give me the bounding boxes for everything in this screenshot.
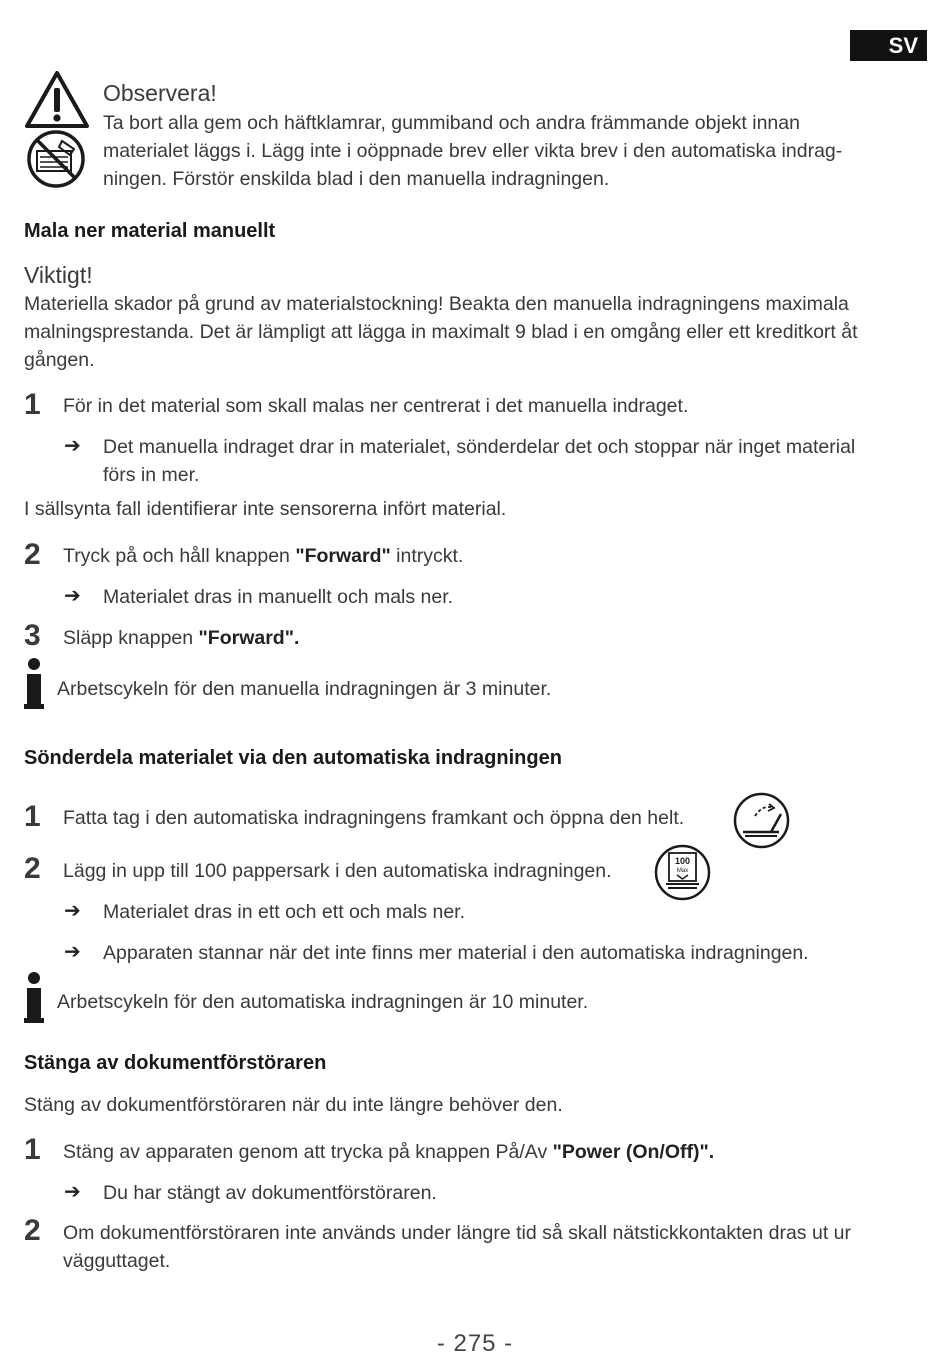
off-step1-result: Du har stängt av dokumentförstöraren. xyxy=(103,1182,437,1204)
result-line: Det manuella indraget drar in materialet, sönderdelar det och stoppar när inget material xyxy=(103,436,856,458)
step-number: 1 xyxy=(24,388,41,421)
arrow-right-icon: ➔ xyxy=(64,1181,81,1203)
manual-step3-text: Släpp knappen "Forward". xyxy=(63,627,300,649)
manual-step1-text: För in det material som skall malas ner centrerat i det manuella indraget. xyxy=(63,395,689,417)
step-number: 2 xyxy=(24,538,41,571)
off-heading: Stänga av dokumentförstöraren xyxy=(24,1052,327,1074)
power-button-label: "Power (On/Off)". xyxy=(552,1141,715,1163)
manual-heading: Mala ner material manuellt xyxy=(24,220,276,242)
important-line: gången. xyxy=(24,349,95,371)
forward-button-label: "Forward" xyxy=(295,545,391,567)
no-paperclips-icon xyxy=(26,129,86,189)
off-step2-line: vägguttaget. xyxy=(63,1250,171,1272)
auto-heading: Sönderdela materialet via den automatiska indragningen xyxy=(24,747,562,769)
important-line: Materiella skador på grund av materialstockning! Beakta den manuella indragningens maximala xyxy=(24,293,849,315)
off-step2-text xyxy=(63,1219,851,1275)
observe-text xyxy=(103,109,842,193)
auto-info-text: Arbetscykeln för den automatiska indragningen är 10 minuter. xyxy=(57,991,589,1013)
warning-triangle-icon xyxy=(24,70,90,130)
auto-result1: Materialet dras in ett och ett och mals ner. xyxy=(103,901,466,923)
step-number: 2 xyxy=(24,852,41,885)
language-badge: SV xyxy=(850,30,927,61)
auto-step2-text: Lägg in upp till 100 pappersark i den automatiska indragningen. xyxy=(63,860,612,882)
off-step1-text: Stäng av apparaten genom att trycka på knappen På/Av "Power (On/Off)". xyxy=(63,1141,715,1163)
info-icon xyxy=(24,972,44,1024)
off-step2-line: Om dokumentförstöraren inte används under längre tid så skall nätstickkontakten dras ut ur xyxy=(63,1222,851,1244)
arrow-right-icon: ➔ xyxy=(64,435,81,457)
arrow-right-icon: ➔ xyxy=(64,900,81,922)
observe-title: Observera! xyxy=(103,80,217,106)
manual-info-text: Arbetscykeln för den manuella indragningen är 3 minuter. xyxy=(57,678,552,700)
info-icon xyxy=(24,658,44,710)
paper-stack-100-icon xyxy=(654,844,711,901)
step-number: 3 xyxy=(24,619,41,652)
important-title: Viktigt! xyxy=(24,262,93,288)
open-feeder-icon xyxy=(733,792,790,849)
arrow-right-icon: ➔ xyxy=(64,941,81,963)
important-line: malningsprestanda. Det är lämpligt att lägga in maximalt 9 blad i en omgång eller ett kreditkort åt xyxy=(24,321,858,343)
observe-line: materialet läggs i. Lägg inte i oöppnade brev eller vikta brev i den automatiska indrag- xyxy=(103,140,843,162)
step-number: 1 xyxy=(24,800,41,833)
page-number: - 275 - xyxy=(436,1330,514,1357)
auto-step1-text: Fatta tag i den automatiska indragningens framkant och öppna den helt. xyxy=(63,807,685,829)
auto-result2: Apparaten stannar när det inte finns mer material i den automatiska indragningen. xyxy=(103,942,809,964)
rare-note: I sällsynta fall identifierar inte sensorerna infört material. xyxy=(24,498,507,520)
off-intro: Stäng av dokumentförstöraren när du inte längre behöver den. xyxy=(24,1094,563,1116)
step-number: 2 xyxy=(24,1214,41,1247)
manual-step2-text: Tryck på och håll knappen "Forward" intryckt. xyxy=(63,545,464,567)
icon-100-label: 100 xyxy=(674,856,691,866)
important-text xyxy=(24,290,858,374)
manual-step2-result: Materialet dras in manuellt och mals ner. xyxy=(103,586,454,608)
result-line: förs in mer. xyxy=(103,464,200,486)
manual-step1-result xyxy=(103,433,855,489)
arrow-right-icon: ➔ xyxy=(64,585,81,607)
icon-max-label: Max xyxy=(676,868,689,874)
step-number: 1 xyxy=(24,1133,41,1166)
observe-line: ningen. Förstör enskilda blad i den manuella indragningen. xyxy=(103,168,610,190)
forward-button-label: "Forward". xyxy=(198,627,300,649)
observe-line: Ta bort alla gem och häftklamrar, gummiband och andra främmande objekt innan xyxy=(103,112,800,134)
